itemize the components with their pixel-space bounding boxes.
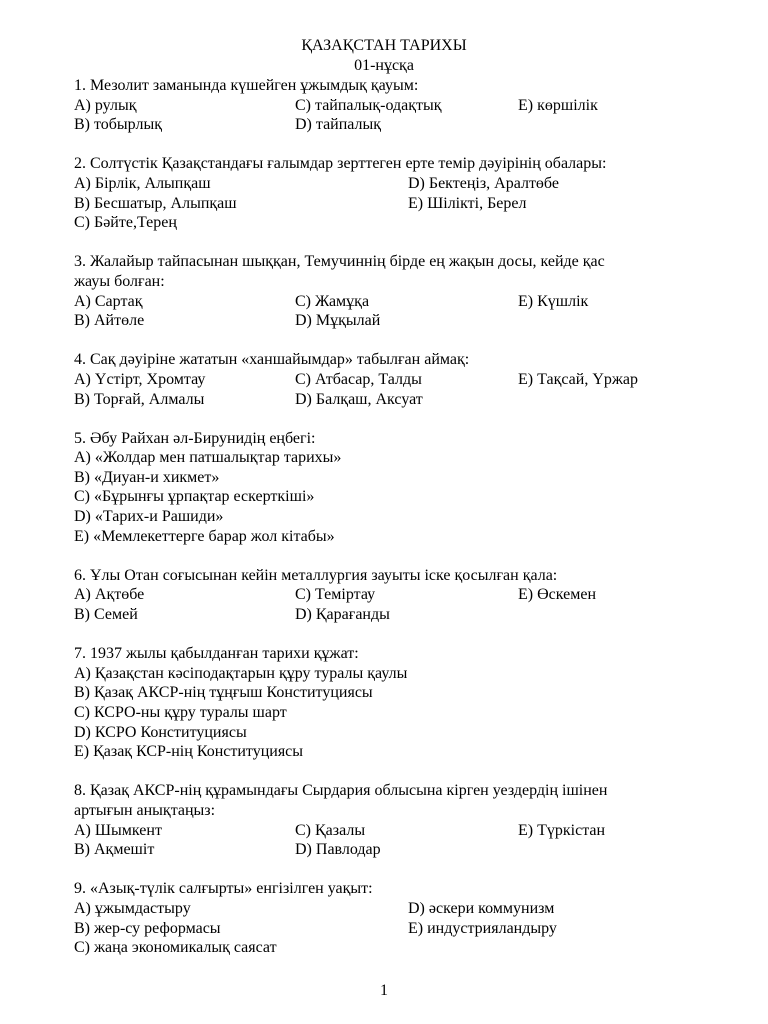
option-e: E) Тақсай, Үржар: [518, 370, 639, 388]
option-a: A) Шымкент: [74, 821, 162, 839]
question-4: [74, 350, 694, 409]
option-d: D) әскери коммунизм: [408, 899, 555, 917]
option-e: E) Күшлік: [518, 292, 589, 310]
option-b: B) Ақмешіт: [74, 841, 155, 859]
option-e: E) Шілікті, Берел: [408, 194, 527, 212]
options-row: [74, 938, 694, 958]
option-b: B) тобырлық: [74, 116, 162, 134]
option-d: D) Қарағанды: [295, 606, 390, 624]
option-a: A) «Жолдар мен патшалықтар тарихы»: [74, 449, 342, 467]
option-d: D) Бектеңіз, Аралтөбе: [408, 174, 559, 192]
option-d: D) Мұқылай: [295, 312, 381, 330]
options-row: [74, 585, 694, 605]
options-row: [74, 292, 694, 312]
question-text: 2. Солтүстік Қазақстандағы ғалымдар зерттеген ерте темір дәуірінің обалары:: [74, 155, 607, 173]
question-text: 9. «Азық-түлік салғырты» енгізілген уақыт:: [74, 880, 373, 898]
options-row: [74, 821, 694, 841]
option-c: C) КСРО-ны құру туралы шарт: [74, 704, 287, 721]
option-a: A) Үстірт, Хромтау: [74, 370, 206, 388]
option-a: A) Ақтөбе: [74, 586, 145, 604]
question-text: 4. Сақ дәуіріне жататын «ханшайымдар» табылған аймақ:: [74, 351, 470, 369]
question-text: 8. Қазақ АКСР-нің құрамындағы Сырдария облысына кірген уездердің ішінен: [74, 782, 608, 800]
option-c: C) «Бұрынғы ұрпақтар ескерткіші»: [74, 488, 315, 506]
question-5: [74, 429, 694, 547]
question-text: 1. Мезолит заманында күшейген ұжымдық қауым:: [74, 77, 419, 94]
options-row: [74, 605, 694, 625]
options-row: [74, 899, 694, 919]
option-d: D) тайпалық: [295, 116, 382, 134]
option-c: C) Теміртау: [295, 586, 376, 604]
option-e: E) Өскемен: [518, 586, 597, 604]
option-a: A) Сартақ: [74, 292, 143, 310]
question-6: [74, 566, 694, 625]
variant-label: 01-нұсқа: [354, 57, 414, 74]
option-e: E) «Мемлекеттерге барар жол кітабы»: [74, 527, 335, 545]
options-row: [74, 213, 694, 233]
option-b: B) Бесшатыр, Алыпқаш: [74, 194, 237, 212]
option-c: C) тайпалық-одақтық: [295, 96, 442, 114]
option-a: A) рулық: [74, 96, 137, 114]
page-title: ҚАЗАҚСТАН ТАРИХЫ: [301, 37, 467, 54]
option-e: E) Түркістан: [518, 821, 606, 839]
option-c: C) Бәйте,Терең: [74, 214, 177, 232]
option-b: B) жер-су реформасы: [74, 919, 221, 937]
question-1: [74, 76, 694, 135]
option-d: D) Балқаш, Аксуат: [295, 390, 423, 408]
options-row: [74, 194, 694, 214]
options-row: [74, 370, 694, 390]
options-row: [74, 840, 694, 860]
question-text: 7. 1937 жылы қабылданған тарихи құжат:: [74, 645, 359, 663]
option-a: A) Бірлік, Алыпқаш: [74, 174, 211, 192]
question-8: [74, 781, 694, 859]
options-row: [74, 174, 694, 194]
option-e: E) көршілік: [518, 96, 598, 114]
question-text-continued: артығын анықтаңыз:: [74, 801, 216, 819]
options-row: [74, 96, 694, 116]
question-text-continued: жауы болған:: [74, 272, 165, 290]
option-c: C) Атбасар, Талды: [295, 370, 422, 388]
option-d: D) Павлодар: [295, 841, 381, 859]
question-7: [74, 644, 694, 762]
option-c: C) жаңа экономикалық саясат: [74, 939, 277, 957]
option-b: B) «Диуан-и хикмет»: [74, 468, 220, 486]
test-page: [74, 36, 694, 958]
question-2: [74, 154, 694, 232]
question-text: 3. Жалайыр тайпасынан шыққан, Темучиннің бірде ең жақын досы, кейде қас: [74, 253, 605, 271]
question-text: 5. Әбу Райхан әл-Бирунидің еңбегі:: [74, 429, 316, 447]
option-b: B) Айтөле: [74, 312, 145, 330]
option-a: A) Қазақстан кәсіподақтарын құру туралы қаулы: [74, 664, 408, 682]
options-row: [74, 311, 694, 331]
option-d: D) «Тарих-и Рашиди»: [74, 508, 224, 526]
option-b: B) Торғай, Алмалы: [74, 390, 205, 408]
options-row: [74, 919, 694, 939]
options-row: [74, 390, 694, 410]
option-d: D) КСРО Конституциясы: [74, 723, 247, 741]
question-3: [74, 252, 694, 330]
option-b: B) Қазақ АКСР-нің тұңғыш Конституциясы: [74, 684, 373, 702]
option-b: B) Семей: [74, 606, 138, 624]
question-9: [74, 879, 694, 957]
option-c: C) Жамұқа: [295, 292, 370, 310]
question-text: 6. Ұлы Отан соғысынан кейін металлургия зауыты іске қосылған қала:: [74, 566, 558, 584]
option-e: E) индустрияландыру: [408, 919, 557, 937]
option-a: A) ұжымдастыру: [74, 899, 191, 917]
option-e: E) Қазақ КСР-нің Конституциясы: [74, 743, 304, 761]
options-row: [74, 115, 694, 135]
option-c: C) Қазалы: [295, 821, 366, 839]
page-number: 1: [380, 982, 388, 999]
